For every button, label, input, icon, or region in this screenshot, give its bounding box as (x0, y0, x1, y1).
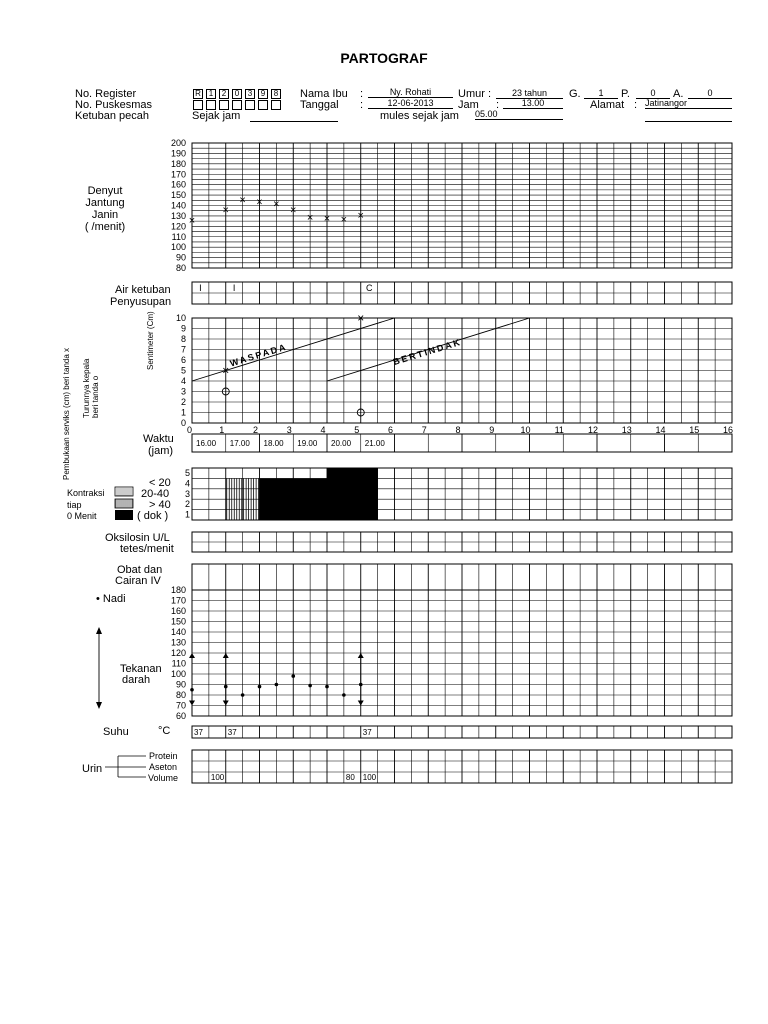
suhu-label: Suhu (103, 726, 129, 738)
nadi-tick: 130 (170, 637, 186, 648)
ketuban-label: Ketuban pecah (75, 110, 150, 122)
jam-unit-label: (jam) (148, 445, 174, 457)
djj-mark: × (273, 198, 280, 211)
waktu-cell-text: 19.00 (297, 439, 318, 448)
nadi-dot (291, 674, 295, 678)
djj-tick: 80 (175, 263, 186, 273)
mules-field[interactable]: 05.00 (475, 109, 563, 120)
hour-tick: 0 (186, 425, 192, 435)
hour-tick: 11 (554, 425, 564, 435)
cervix-tick: 0 (180, 418, 186, 428)
djj-tick: 190 (170, 148, 186, 159)
kontraksi-bar (344, 468, 361, 520)
legend-solid-box (115, 510, 133, 520)
djj-mark: × (188, 215, 196, 228)
djj-tick: 200 (170, 138, 186, 148)
legend-dots-box (115, 487, 133, 496)
waktu-cell-text: 20.00 (331, 439, 352, 448)
djj-label-line: Janin (91, 209, 119, 221)
djj-tick: 150 (170, 190, 186, 201)
nadi-dot (325, 685, 329, 689)
cervix-tick: 9 (180, 323, 186, 334)
hour-tick: 10 (520, 425, 531, 435)
register-digit-box[interactable]: 2 (219, 89, 229, 99)
dilation-mark: × (222, 363, 230, 378)
air-ketuban-label: Air ketuban (115, 284, 171, 296)
suhu-value: 37 (362, 728, 372, 737)
tanggal-label: Tanggal (300, 99, 339, 111)
nadi-tick: 120 (170, 648, 186, 658)
djj-label-line: ( /menit) (84, 221, 126, 233)
djj-mark: × (256, 196, 263, 209)
nadi-tick: 80 (175, 690, 186, 700)
kontraksi-label: Kontraksi (67, 488, 105, 498)
sentimeter-label: Sentimeter (Cm) (146, 311, 155, 370)
waktu-cell-text: 21.00 (364, 439, 385, 448)
register-digit-box[interactable]: R (193, 89, 203, 99)
djj-mark: × (323, 213, 331, 226)
djj-tick: 140 (170, 200, 186, 211)
djj-tick: 110 (171, 231, 186, 242)
mules-label: mules sejak jam (380, 110, 459, 122)
legend-lt20: < 20 (149, 477, 171, 489)
legend-dok: ( dok ) (137, 510, 169, 522)
djj-tick: 180 (170, 158, 186, 169)
bp-systolic-arrow (358, 653, 364, 658)
p-label: P. (621, 88, 630, 100)
cervix-tick: 4 (180, 376, 186, 386)
a-label: A. (673, 88, 684, 100)
nadi-dot (258, 685, 262, 689)
kontraksi-bar (260, 478, 277, 520)
urin-volume-value: 80 (345, 773, 355, 782)
register-digit-box[interactable]: 0 (232, 89, 242, 99)
bp-systolic-arrow (223, 653, 229, 658)
sejak-jam-label: Sejak jam (192, 110, 241, 122)
bp-diastolic-arrow (223, 701, 229, 706)
nadi-dot (308, 684, 312, 688)
tekanan-label: Tekanan (120, 663, 162, 675)
djj-tick: 90 (175, 252, 186, 263)
djj-mark: × (357, 209, 364, 222)
tekanan-arrow-down (96, 702, 102, 709)
register-digit-box[interactable]: 8 (271, 89, 281, 99)
air-ketuban-mark: I (199, 283, 202, 293)
g-field[interactable]: 1 (584, 88, 618, 99)
kontraksi-tick: 3 (184, 488, 190, 499)
colon: : (496, 99, 500, 111)
djj-mark: × (222, 204, 229, 217)
hour-tick: 2 (252, 425, 259, 435)
djj-tick: 170 (170, 169, 186, 180)
hour-tick: 14 (655, 425, 666, 435)
nadi-tick: 180 (170, 585, 186, 595)
djj-label-line: Jantung (85, 197, 125, 209)
colon: : (360, 99, 364, 111)
colon: : (360, 88, 364, 100)
hour-tick: 7 (421, 425, 427, 435)
hour-tick: 4 (320, 425, 326, 435)
protein-label: Protein (149, 751, 178, 761)
cervix-tick: 5 (180, 365, 186, 376)
umur-label: Umur (458, 88, 485, 100)
nadi-tick: 140 (170, 627, 186, 637)
hour-tick: 3 (286, 425, 292, 435)
nadi-tick: 90 (175, 679, 186, 690)
legend-20-40: 20-40 (141, 488, 170, 500)
djj-mark: × (239, 194, 246, 207)
hour-tick: 8 (455, 425, 461, 435)
djj-tick: 100 (170, 242, 186, 253)
nama-ibu-field[interactable]: Ny. Rohati (368, 87, 453, 98)
djj-tick: 130 (170, 210, 186, 221)
nadi-tick: 160 (170, 606, 186, 616)
kontraksi-bar (327, 468, 344, 520)
umur-field[interactable]: 23 tahun (496, 88, 563, 99)
djj-mark: × (340, 214, 348, 227)
hour-tick: 5 (354, 425, 360, 435)
waktu-cell-text: 18.00 (263, 439, 284, 448)
hour-tick: 1 (219, 425, 225, 435)
register-digit-box[interactable]: 9 (258, 89, 268, 99)
page-title: PARTOGRAF (340, 50, 428, 66)
tiap-label: tiap (67, 500, 82, 510)
bp-systolic-arrow (189, 653, 195, 658)
urin-volume-value: 100 (362, 773, 377, 782)
hour-tick: 12 (587, 425, 599, 435)
cervix-tick: 8 (180, 334, 186, 344)
djj-label-line: Denyut (87, 185, 123, 197)
kontraksi-bar (276, 478, 293, 520)
cervix-tick: 2 (180, 397, 186, 407)
a-field[interactable]: 0 (688, 88, 732, 99)
tetes-label: tetes/menit (120, 543, 174, 555)
dilation-mark: × (357, 311, 365, 325)
alamat-label: Alamat (590, 99, 625, 111)
cairan-label: Cairan IV (115, 575, 161, 587)
hour-tick: 13 (621, 425, 632, 435)
tanggal-field[interactable]: 12-06-2013 (368, 98, 453, 109)
obat-label: Obat dan (117, 564, 163, 576)
kontraksi-bar (293, 478, 310, 520)
nadi-tick: 170 (170, 595, 186, 606)
nadi-tick: 60 (175, 711, 186, 721)
register-digit-box[interactable]: 1 (206, 89, 216, 99)
register-digit-box[interactable]: 3 (245, 89, 255, 99)
tekanan-arrow-up (96, 627, 102, 634)
waspada-label: WASPADA (228, 341, 289, 369)
djj-tick: 120 (170, 221, 186, 232)
waktu-cell-text: 16.00 (196, 439, 217, 448)
nadi-dot (342, 693, 346, 697)
hour-tick: 9 (489, 425, 495, 435)
kontraksi-bar (310, 478, 327, 520)
no-puskesmas-label: No. Puskesmas (75, 99, 153, 111)
legend-gt40: > 40 (149, 499, 171, 511)
jam-label: Jam (458, 99, 479, 111)
air-ketuban-mark: I (232, 283, 236, 293)
suhu-value: 37 (194, 728, 203, 737)
nadi-dot (275, 683, 279, 687)
nadi-label: • Nadi (96, 593, 126, 605)
air-ketuban-mark: C (365, 283, 373, 293)
bp-diastolic-arrow (189, 701, 195, 706)
nadi-tick: 110 (171, 658, 186, 669)
penyusupan-label: Penyusupan (110, 296, 172, 308)
djj-mark: × (290, 204, 297, 217)
alamat-field[interactable]: Jatinangor (645, 98, 732, 109)
waktu-label: Waktu (143, 433, 174, 445)
darah-label: darah (122, 674, 151, 686)
suhu-unit: °C (158, 725, 171, 737)
jam-field[interactable]: 13.00 (503, 98, 563, 109)
g-label: G. (569, 88, 581, 100)
cervix-tick: 10 (175, 313, 186, 323)
nadi-dot (241, 693, 245, 697)
djj-mark: × (306, 212, 314, 224)
nama-ibu-label: Nama Ibu (300, 88, 348, 100)
colon: : (488, 88, 492, 100)
kontraksi-tick: 5 (184, 468, 190, 478)
no-register-label: No. Register (75, 88, 137, 100)
bertindak-label: BERTINDAK (391, 336, 463, 368)
menit-label: 0 Menit (67, 511, 97, 521)
pembukaan-serviks-label: Pembukaan serviks (cm) beri tanda x (62, 347, 71, 480)
cervix-tick: 6 (180, 355, 186, 365)
nadi-tick: 100 (170, 669, 186, 679)
p-field[interactable]: 0 (636, 88, 670, 99)
hour-tick: 6 (387, 425, 394, 435)
urin-label: Urin (82, 763, 103, 775)
suhu-value: 37 (227, 728, 237, 737)
urin-volume-value: 100 (210, 773, 225, 782)
aseton-label: Aseton (149, 762, 178, 772)
kontraksi-tick: 4 (184, 478, 190, 489)
oksitosin-label: Oksilosin U/L (105, 532, 170, 544)
waktu-cell-text: 17.00 (229, 439, 250, 448)
djj-tick: 160 (170, 179, 186, 190)
volume-label: Volume (148, 773, 179, 783)
cervix-tick: 7 (180, 344, 186, 355)
hour-tick: 15 (689, 425, 700, 435)
colon: : (634, 99, 638, 111)
kontraksi-tick: 1 (184, 509, 190, 520)
bp-diastolic-arrow (358, 701, 364, 706)
cervix-tick: 3 (180, 386, 186, 397)
kontraksi-bar (361, 468, 378, 520)
hour-tick: 16 (722, 425, 734, 435)
kontraksi-tick: 2 (184, 499, 190, 510)
nadi-tick: 70 (175, 700, 186, 711)
nadi-tick: 150 (170, 616, 186, 627)
cervix-tick: 1 (180, 407, 186, 418)
turunnya-kepala-text: Turunnya kepala beri tanda o (82, 358, 100, 418)
